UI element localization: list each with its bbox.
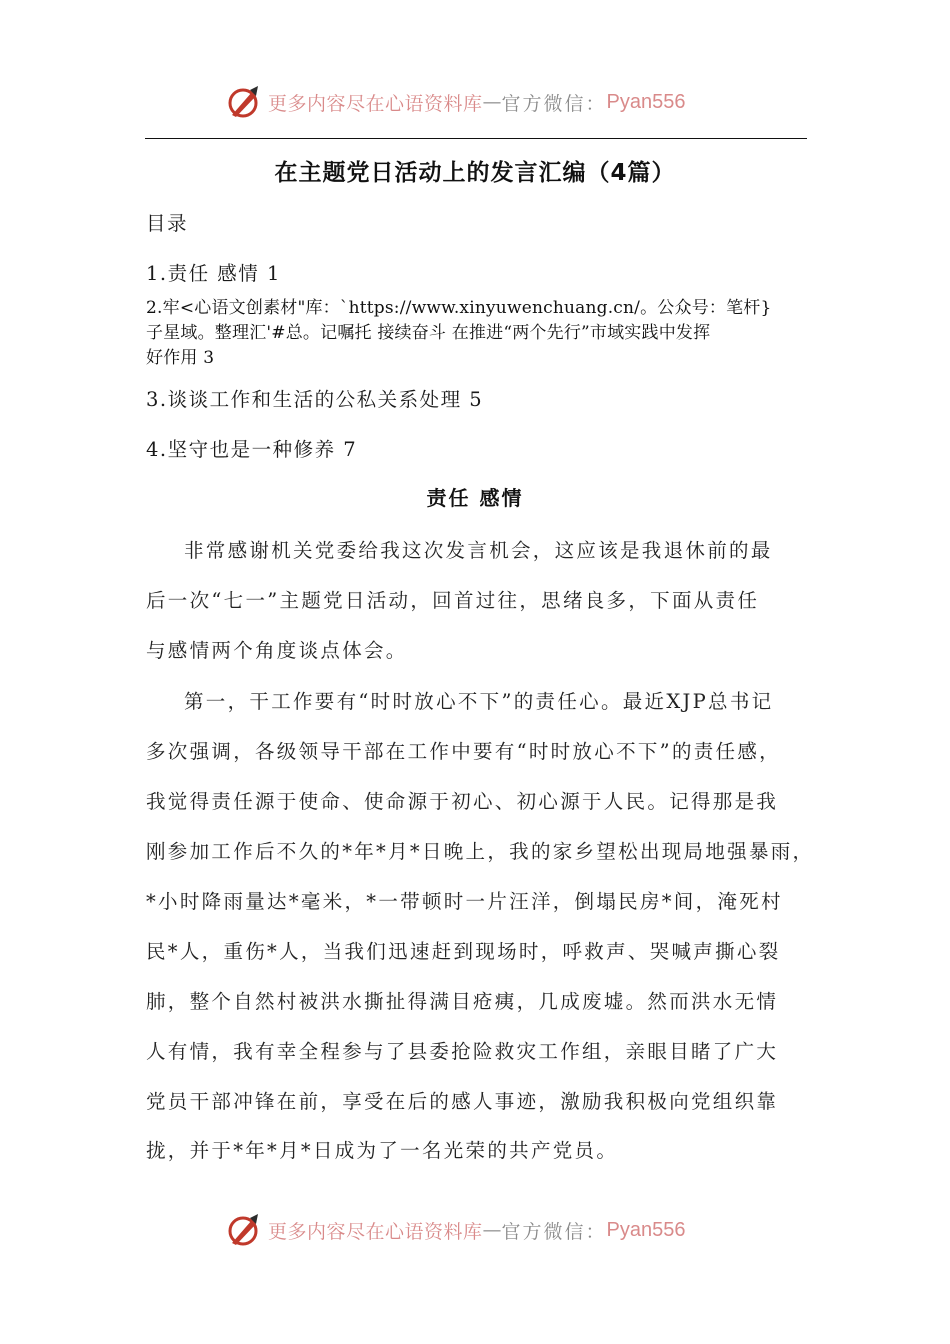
header-divider (145, 138, 807, 139)
body-line: 第一，干工作要有“时时放心不下”的责任心。最近XJP总书记 (184, 690, 774, 713)
body-line: 刚参加工作后不久的*年*月*日晚上，我的家乡望松出现局地强暴雨， (146, 840, 815, 863)
quill-logo-icon (226, 84, 262, 120)
document-title: 在主题党日活动上的发言汇编（4篇） (274, 160, 676, 186)
body-line: 民*人，重伤*人，当我们迅速赶到现场时，呼救声、哭喊声撕心裂 (146, 940, 781, 963)
footer-watermark (0, 1210, 950, 1250)
banner-label: 官方微信： (501, 1220, 607, 1243)
toc-item-2-line: 2.牢<心语文创素材"库：`https://www.xinyuwenchuang.cn/。公众号：笔杆} (146, 298, 772, 318)
toc-item-3: 3.谈谈工作和生活的公私关系处理 5 (146, 388, 484, 411)
body-line: 拢，并于*年*月*日成为了一名光荣的共产党员。 (146, 1139, 619, 1162)
header-watermark (0, 82, 950, 122)
body-line: 我觉得责任源于使命、使命源于初心、初心源于人民。记得那是我 (146, 790, 779, 813)
banner-separator: — (482, 91, 502, 113)
banner-slogan: 更多内容尽在心语资料库 (268, 1220, 483, 1243)
body-line: 肺，整个自然村被洪水撕扯得满目疮痍，几成废墟。然而洪水无情 (146, 990, 779, 1013)
body-line: 多次强调，各级领导干部在工作中要有“时时放心不下”的责任感， (146, 740, 781, 763)
body-line: *小时降雨量达*毫米，*一带顿时一片汪洋，倒塌民房*间，淹死村 (146, 890, 783, 913)
section-title: 责任 感情 (426, 486, 524, 510)
toc-item-1: 1.责任 感情 1 (146, 262, 281, 285)
quill-logo-icon (226, 1212, 262, 1248)
banner-wechat-id: Pyan556 (606, 90, 686, 113)
toc-heading: 目录 (146, 212, 189, 235)
body-line: 与感情两个角度谈点体会。 (146, 639, 408, 662)
body-line: 非常感谢机关党委给我这次发言机会，这应该是我退休前的最 (184, 539, 773, 562)
banner-separator: — (482, 1219, 502, 1241)
body-line: 后一次“七一”主题党日活动，回首过往，思绪良多，下面从责任 (146, 589, 760, 612)
body-line: 人有情，我有幸全程参与了县委抢险救灾工作组，亲眼目睹了广大 (146, 1040, 779, 1063)
toc-item-2-line: 好作用 3 (146, 348, 215, 368)
toc-item-4: 4.坚守也是一种修养 7 (146, 438, 358, 461)
toc-item-2 (146, 296, 816, 371)
banner-slogan: 更多内容尽在心语资料库 (268, 92, 483, 115)
toc-item-2-line: 子星域。整理汇'#总。记嘱托 接续奋斗 在推进“两个先行”市域实践中发挥 (146, 323, 711, 343)
banner-label: 官方微信： (501, 92, 607, 115)
banner-wechat-id: Pyan556 (606, 1218, 686, 1241)
body-line: 党员干部冲锋在前，享受在后的感人事迹，激励我积极向党组织靠 (146, 1090, 779, 1113)
